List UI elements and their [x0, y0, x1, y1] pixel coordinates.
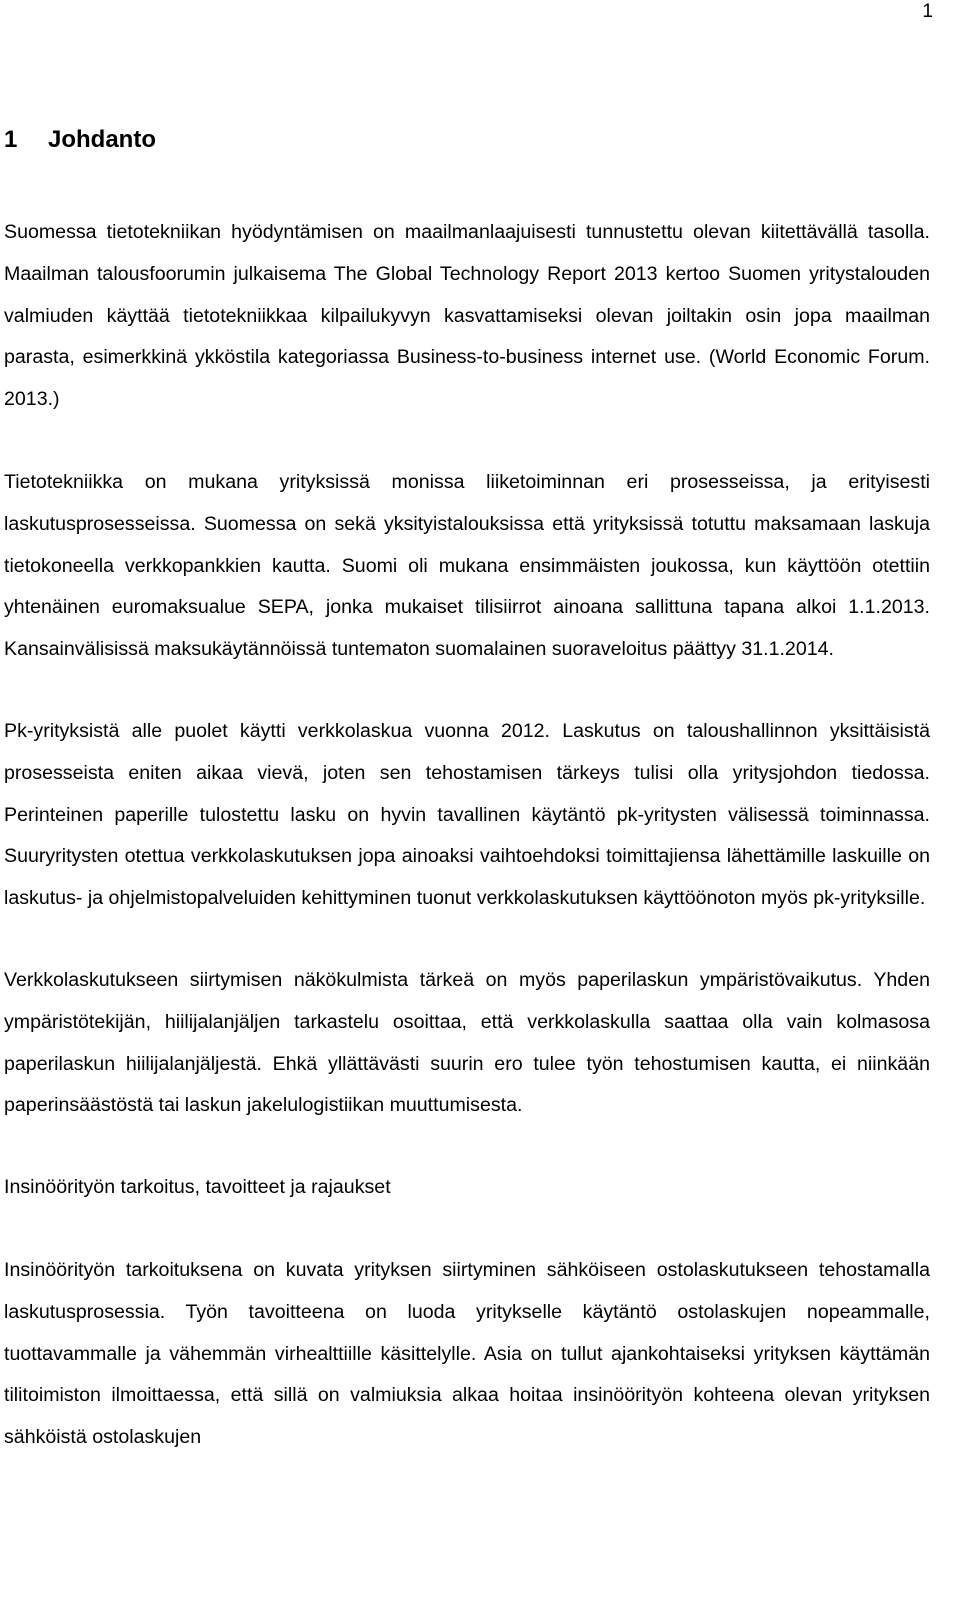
paragraph-sme-invoicing: Pk-yrityksistä alle puolet käytti verkkolaskua vuonna 2012. Laskutus on taloushallinnon yksittäisistä prosesseista eniten aikaa vievä, joten sen tehostamisen tärkeys tulisi olla yritysjohdon tiedossa. Perinteinen paperille tulostettu lasku on hyvin tavallinen käytäntö pk-yritysten välisessä toiminnassa. Suuryritysten otettua verkkolaskutuksen jopa ainoaksi vaihtoehdoksi toimittajiensa lähettämille laskuille on laskutus- ja ohjelmistopalveluiden kehittyminen tuonut verkkolaskutuksen käyttöönoton myös pk-yrityksille. [4, 719, 930, 910]
section-heading: Insinöörityön tarkoitus, tavoitteet ja rajaukset [4, 1176, 391, 1199]
chapter-title: Johdanto [48, 126, 156, 153]
chapter-heading [4, 118, 930, 162]
page-number: 1 [922, 1, 933, 22]
paragraph-intro: Suomessa tietotekniikan hyödyntämisen on maailmanlaajuisesti tunnustettu olevan kiitettävällä tasolla. Maailman talousfoorumin julkaisema The Global Technology Report 2013 kertoo Suomen yritystalouden valmiuden käyttää tietotekniikkaa kilpailukyvyn kasvattamiseksi olevan joiltakin osin jopa maailman parasta, esimerkkinä ykköstila kategoriassa Business-to-business internet use. (World Economic Forum. 2013.) [4, 221, 930, 411]
paragraph-thesis-purpose: Insinöörityön tarkoituksena on kuvata yrityksen siirtyminen sähköiseen ostolaskutukseen tehostamalla laskutusprosessia. Työn tavoitteena on luoda yritykselle käytäntö ostolaskujen nopeammalle, tuottavammalle ja vähemmän virhealttiille käsittelylle. Asia on tullut ajankohtaiseksi yrityksen käyttämän tilitoimiston ilmoittaessa, että sillä on valmiuksia alkaa hoitaa insinöörityön kohteena olevan yrityksen sähköistä ostolaskujen [4, 1258, 930, 1449]
document-body [4, 118, 930, 1459]
chapter-number: 1 [4, 126, 18, 153]
paragraph-it-in-companies: Tietotekniikka on mukana yrityksissä monissa liiketoiminnan eri prosesseissa, ja erityisesti laskutusprosesseissa. Suomessa on sekä yksityistalouksissa että yrityksissä totuttu maksamaan laskuja tietokoneella verkkopankkien kautta. Suomi oli mukana ensimmäisten joukossa, kun käyttöön otettiin yhtenäinen euromaksualue SEPA, jonka mukaiset tilisiirrot ainoana sallittuna tapana alkoi 1.1.2013. Kansainvälisissä maksukäytännöissä tuntematon suomalainen suoraveloitus päättyy 31.1.2014. [4, 470, 930, 661]
paragraph-environment: Verkkolaskutukseen siirtymisen näkökulmista tärkeä on myös paperilaskun ympäristövaikutus. Yhden ympäristötekijän, hiilijalanjäljen tarkastelu osoittaa, että verkkolaskulla saattaa olla vain kolmasosa paperilaskun hiilijalanjäljestä. Ehkä yllättävästi suurin ero tulee työn tehostumisen kautta, ei niinkään paperinsäästöstä tai laskun jakelulogistiikan muuttumisesta. [4, 968, 930, 1117]
